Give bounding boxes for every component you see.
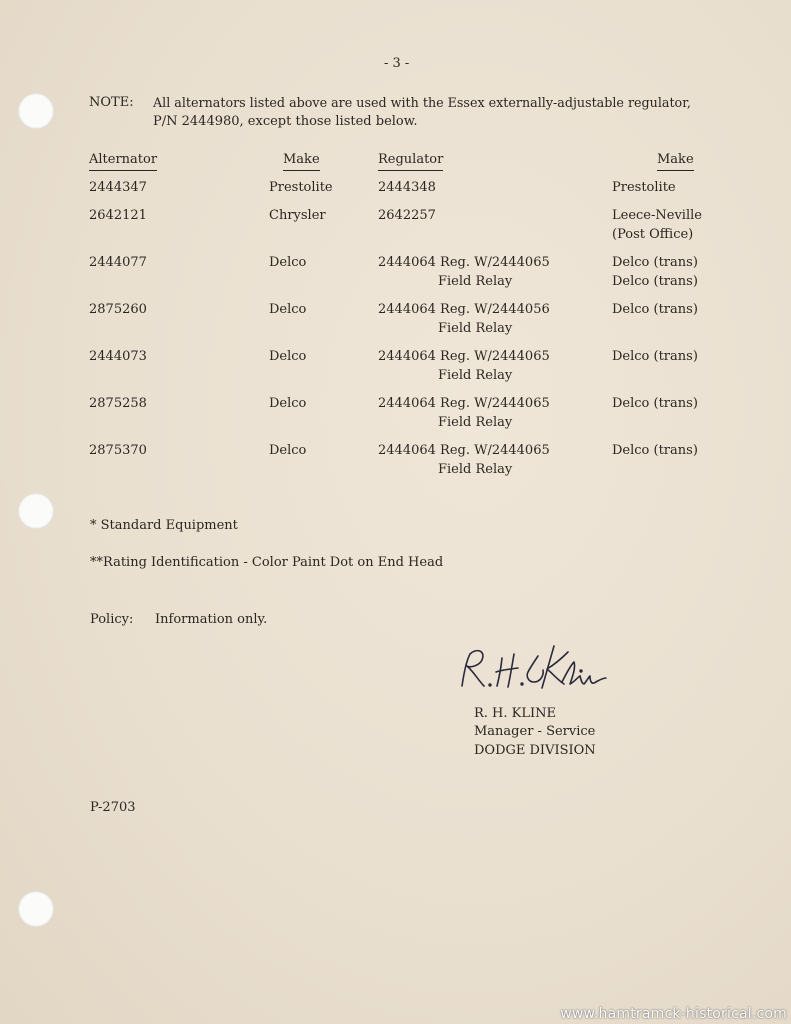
cell-regulator-line2: Field Relay [438,274,513,289]
cell-regulator: 2444064 Reg. W/2444065 [378,443,550,458]
punch-hole [18,493,54,529]
cell-make: Delco [269,302,307,317]
header-alternator: Alternator [89,150,157,171]
cell-regulator-line2: Field Relay [438,321,513,336]
header-regulator-make: Make [657,150,694,171]
cell-regulator-make-line2: Delco (trans) [612,274,698,289]
cell-regulator-make: Leece-Neville [612,208,702,223]
footnote-rating: **Rating Identification - Color Paint Dot on End Head [90,555,444,570]
cell-alternator: 2875258 [89,396,147,411]
cell-make: Delco [269,396,307,411]
note-text-line2: P/N 2444980, except those listed below. [153,114,418,129]
signatory-title: Manager - Service [474,724,596,739]
cell-regulator-make: Delco (trans) [612,349,698,364]
cell-alternator: 2875370 [89,443,147,458]
header-regulator: Regulator [378,150,443,171]
cell-regulator-make: Prestolite [612,180,676,195]
cell-make: Delco [269,255,307,270]
page-number: - 3 - [384,56,410,71]
document-code: P-2703 [90,800,136,815]
header-make: Make [283,150,320,171]
punch-hole [18,93,54,129]
cell-alternator: 2444077 [89,255,147,270]
signature-image [450,638,610,696]
cell-make: Delco [269,349,307,364]
signatory-name: R. H. KLINE [474,706,556,721]
note-label: NOTE: [89,95,134,110]
cell-alternator: 2875260 [89,302,147,317]
cell-regulator: 2444348 [378,180,436,195]
cell-regulator-make-line2: (Post Office) [612,227,694,242]
cell-regulator: 2642257 [378,208,436,223]
signatory-division: DODGE DIVISION [474,743,596,758]
cell-regulator-line2: Field Relay [438,415,513,430]
cell-regulator: 2444064 Reg. W/2444065 [378,255,550,270]
cell-regulator: 2444064 Reg. W/2444056 [378,302,550,317]
policy-text: Information only. [155,612,268,627]
cell-regulator-line2: Field Relay [438,368,513,383]
punch-hole [18,891,54,927]
cell-make: Delco [269,443,307,458]
policy-label: Policy: [90,612,134,627]
cell-alternator: 2444073 [89,349,147,364]
cell-regulator: 2444064 Reg. W/2444065 [378,349,550,364]
cell-regulator-make: Delco (trans) [612,396,698,411]
cell-regulator-make: Delco (trans) [612,255,698,270]
watermark: www.hamtramck-historical.com [560,1006,787,1022]
cell-regulator-line2: Field Relay [438,462,513,477]
cell-alternator: 2642121 [89,208,147,223]
cell-make: Prestolite [269,180,333,195]
footnote-standard: * Standard Equipment [90,518,238,533]
cell-alternator: 2444347 [89,180,147,195]
note-text-line1: All alternators listed above are used with the Essex externally-adjustable regulator, [153,95,691,110]
cell-regulator-make: Delco (trans) [612,302,698,317]
cell-regulator: 2444064 Reg. W/2444065 [378,396,550,411]
cell-make: Chrysler [269,208,326,223]
cell-regulator-make: Delco (trans) [612,443,698,458]
